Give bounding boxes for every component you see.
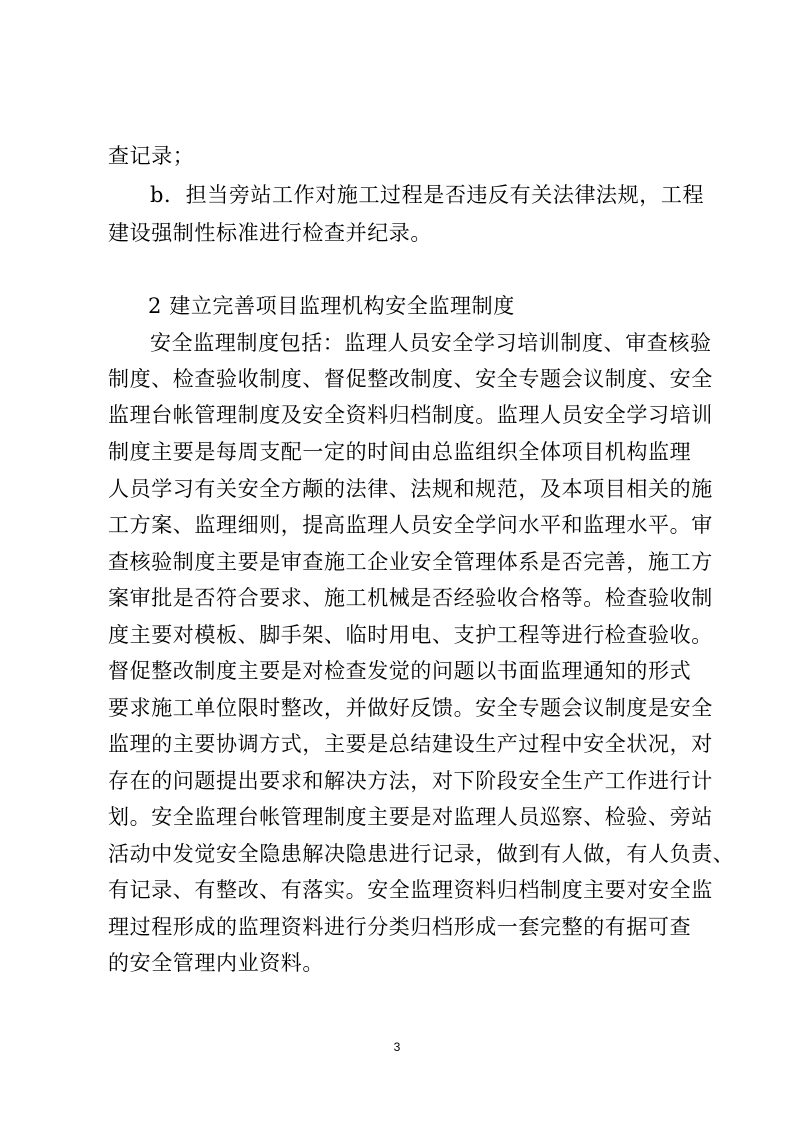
text-line: 的安全管理内业资料。	[108, 951, 324, 975]
text-line: 工方案、监理细则，提高监理人员安全学问水平和监理水平。审	[108, 513, 713, 537]
text-line: 人员学习有关安全方颟的法律、法规和规范，及本项目相关的施	[108, 477, 713, 501]
text-line: b．担当旁站工作对施工过程是否违反有关法律法规，工程	[150, 183, 705, 207]
text-line: 督促整改制度主要是对检查发觉的问题以书面监理通知的形式	[108, 659, 692, 683]
text-line: 度主要对模板、脚手架、临时用电、支护工程等进行检查验收。	[108, 623, 713, 647]
text-line: 建设强制性标准进行检查并纪录。	[108, 221, 432, 245]
section-heading: 2 建立完善项目监理机构安全监理制度	[148, 294, 515, 318]
text-line: 监理的主要协调方式，主要是总结建设生产过程中安全状况，对	[108, 732, 713, 756]
text-line: 存在的问题提出要求和解决方法，对下阶段安全生产工作进行计	[108, 769, 713, 793]
text-line: 制度主要是每周支配一定的时间由总监组织全体项目机构监理	[108, 440, 692, 464]
text-line: 有记录、有整改、有落实。安全监理资料归档制度主要对安全监	[108, 878, 713, 902]
page-number: 3	[393, 1040, 401, 1054]
text-line: 监理台帐管理制度及安全资料归档制度。监理人员安全学习培训	[108, 403, 713, 427]
text-line: 划。安全监理台帐管理制度主要是对监理人员巡察、检验、旁站	[108, 805, 713, 829]
text-line: 理过程形成的监理资料进行分类归档形成一套完整的有据可查	[108, 915, 692, 939]
text-line: 查记录；	[108, 144, 195, 168]
text-line: 安全监理制度包括：监理人员安全学习培训制度、审查核验	[150, 331, 712, 355]
text-line: 查核验制度主要是审查施工企业安全管理体系是否完善，施工方	[108, 550, 713, 574]
text-line: 案审批是否符合要求、施工机械是否经验收合格等。检查验收制	[108, 586, 713, 610]
text-line: 活动中发觉安全隐患解决隐患进行记录，做到有人做，有人负责、	[108, 842, 735, 866]
text-line: 要求施工单位限时整改，并做好反馈。安全专题会议制度是安全	[108, 696, 713, 720]
text-line: 制度、检查验收制度、督促整改制度、安全专题会议制度、安全	[108, 367, 713, 391]
